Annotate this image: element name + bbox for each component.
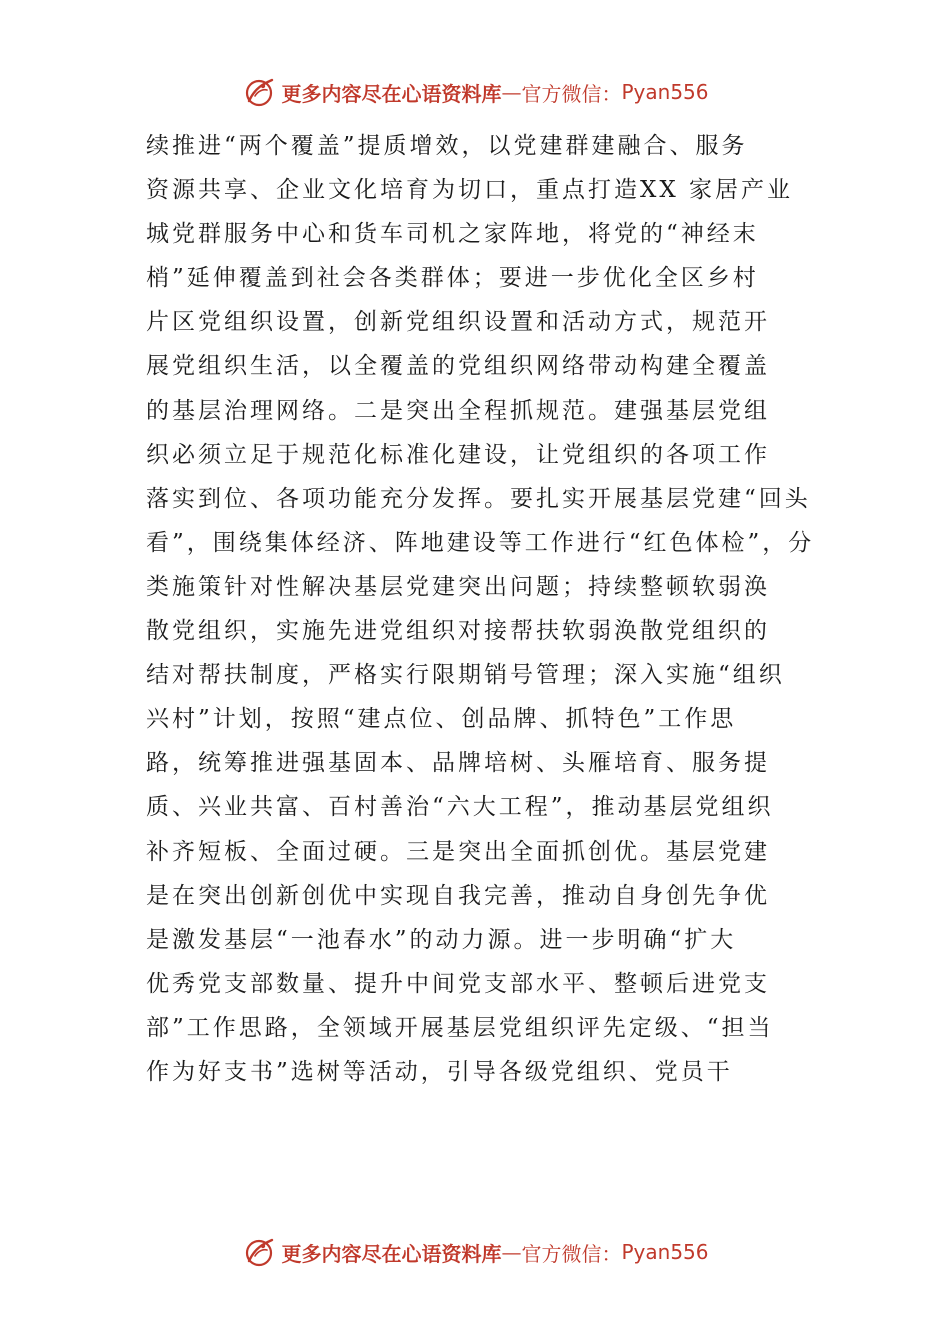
body-line: 展党组织生活，以全覆盖的党组织网络带动构建全覆盖 bbox=[146, 353, 770, 380]
brand-logo-icon bbox=[241, 74, 277, 110]
body-line: 质、兴业共富、百村善治“六大工程”，推动基层党组织 bbox=[146, 794, 774, 821]
body-line: 续推进“两个覆盖”提质增效，以党建群建融合、服务 bbox=[146, 133, 748, 159]
body-line: 落实到位、各项功能充分发挥。要扎实开展基层党建“回头 bbox=[146, 485, 811, 512]
footer-banner bbox=[0, 1232, 950, 1272]
body-line: 城党群服务中心和货车司机之家阵地，将党的“神经末 bbox=[146, 221, 759, 248]
header-wechat-label: 官方微信： bbox=[521, 81, 622, 106]
body-line: 是在突出创新创优中实现自我完善，推动自身创先争优 bbox=[146, 882, 770, 909]
body-line: 补齐短板、全面过硬。三是突出全面抓创优。基层党建 bbox=[146, 838, 770, 865]
header-wechat-id: Pyan556 bbox=[621, 80, 709, 104]
document-body bbox=[146, 124, 826, 1094]
footer-brand-text: 更多内容尽在心语资料库 bbox=[281, 1241, 502, 1266]
body-line: 结对帮扶制度，严格实行限期销号管理；深入实施“组织 bbox=[146, 662, 785, 689]
body-line: 梢”延伸覆盖到社会各类群体；要进一步优化全区乡村 bbox=[146, 265, 759, 292]
footer-wechat-id: Pyan556 bbox=[621, 1240, 709, 1264]
body-line: 兴村”计划，按照“建点位、创品牌、抓特色”工作思 bbox=[146, 706, 737, 733]
body-line: 散党组织，实施先进党组织对接帮扶软弱涣散党组织的 bbox=[146, 618, 770, 645]
body-line: 类施策针对性解决基层党建突出问题；持续整顿软弱涣 bbox=[146, 573, 770, 600]
body-line: 路，统筹推进强基固本、品牌培树、头雁培育、服务提 bbox=[146, 750, 770, 777]
body-line: 看”，围绕集体经济、阵地建设等工作进行“红色体检”，分 bbox=[146, 529, 815, 556]
brand-logo-icon bbox=[241, 1234, 277, 1270]
header-separator: — bbox=[501, 80, 522, 104]
footer-separator: — bbox=[501, 1240, 522, 1264]
body-line: 资源共享、企业文化培育为切口，重点打造XX 家居产业 bbox=[146, 177, 794, 204]
body-line: 作为好支书”选树等活动，引导各级党组织、党员干 bbox=[146, 1058, 733, 1085]
body-line: 优秀党支部数量、提升中间党支部水平、整顿后进党支 bbox=[146, 970, 770, 997]
body-line: 织必须立足于规范化标准化建设，让党组织的各项工作 bbox=[146, 441, 770, 468]
footer-wechat-label: 官方微信： bbox=[521, 1241, 622, 1266]
body-line: 是激发基层“一池春水”的动力源。进一步明确“扩大 bbox=[146, 926, 737, 953]
body-line: 的基层治理网络。二是突出全程抓规范。建强基层党组 bbox=[146, 397, 770, 424]
header-banner bbox=[0, 72, 950, 112]
body-line: 部”工作思路，全领域开展基层党组织评先定级、“担当 bbox=[146, 1014, 774, 1041]
body-line: 片区党组织设置，创新党组织设置和活动方式，规范开 bbox=[146, 309, 770, 336]
header-brand-text: 更多内容尽在心语资料库 bbox=[281, 81, 502, 106]
